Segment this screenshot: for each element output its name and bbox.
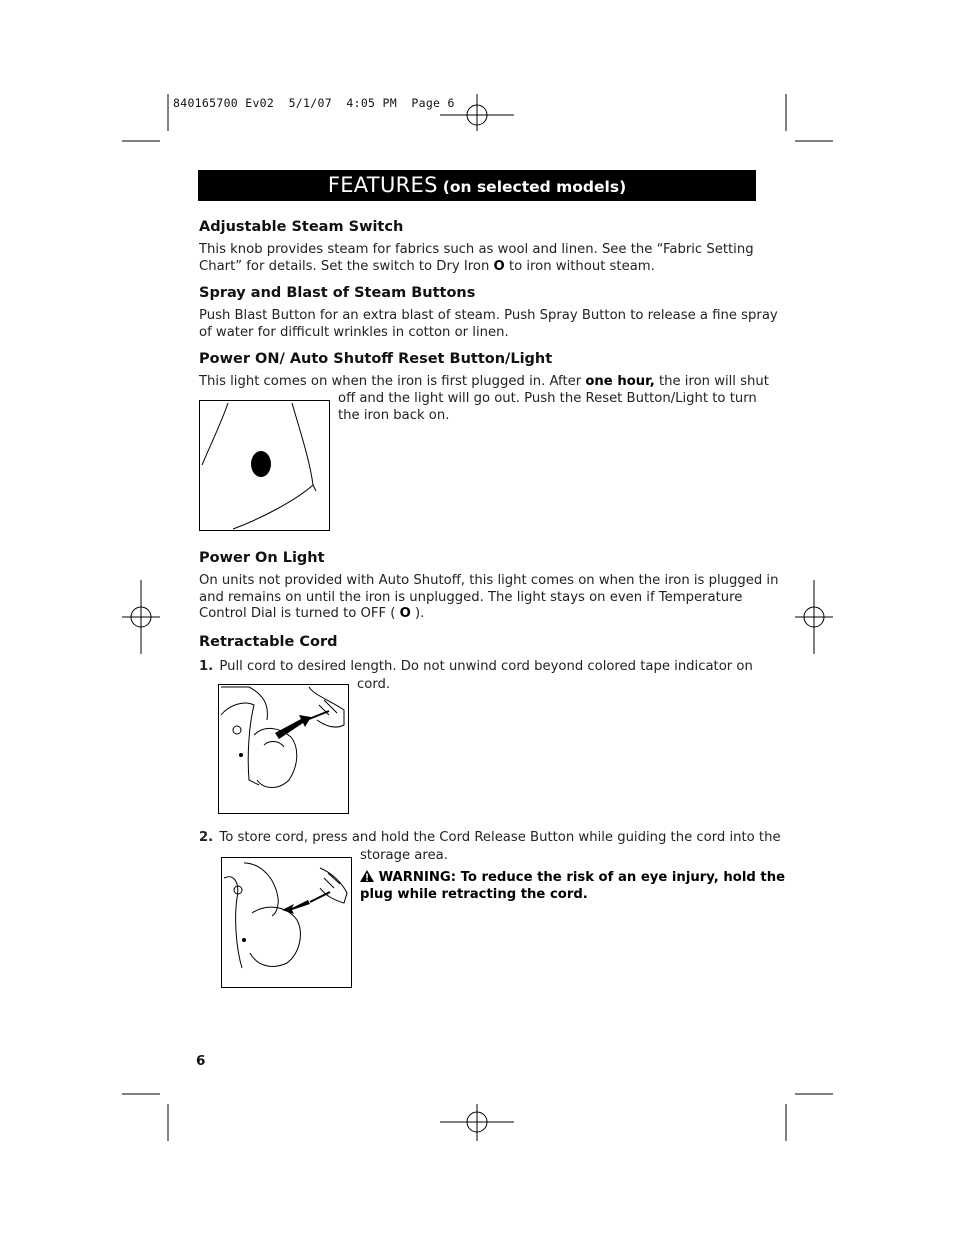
retractable-cord-heading: Retractable Cord — [199, 634, 338, 650]
cord-warning: WARNING: To reduce the risk of an eye injury, hold the plug while retracting the cord. — [360, 870, 786, 902]
reset-button-illustration — [199, 400, 330, 531]
cord-step1-line1: 1. Pull cord to desired length. Do not unwind cord beyond colored tape indicator on — [199, 659, 753, 674]
print-slug: 840165700 Ev02 5/1/07 4:05 PM Page 6 — [173, 96, 455, 110]
power-on-light-body: On units not provided with Auto Shutoff, this light comes on when the iron is plugged in and remains on until the iron is unplugged. The light stays on even if Temperature Control Dial is turned to OFF ( O ). — [199, 573, 779, 621]
banner-subtitle: (on selected models) — [442, 178, 627, 196]
power-on-light-heading: Power On Light — [199, 550, 325, 566]
pull-cord-illustration — [218, 684, 349, 814]
steam-switch-heading: Adjustable Steam Switch — [199, 219, 404, 235]
page-number: 6 — [196, 1053, 206, 1069]
power-reset-body-rest: off and the light will go out. Push the Reset Button/Light to turn the iron back on. — [338, 391, 757, 423]
registration-mark-bottom — [440, 1104, 514, 1141]
banner-title: FEATURES — [327, 173, 438, 197]
registration-mark-left — [122, 580, 160, 654]
cord-step2-line1: 2. To store cord, press and hold the Cord Release Button while guiding the cord into the — [199, 830, 781, 845]
section-banner — [198, 170, 756, 201]
power-reset-body-line1: This light comes on when the iron is first plugged in. After one hour, the iron will shut — [199, 374, 769, 389]
spray-blast-heading: Spray and Blast of Steam Buttons — [199, 285, 476, 301]
spray-blast-body: Push Blast Button for an extra blast of steam. Push Spray Button to release a fine spray of water for difficult wrinkles in cotton or linen. — [199, 308, 778, 340]
registration-mark-right — [795, 580, 833, 654]
store-cord-illustration — [221, 857, 352, 988]
cord-step2-line2: storage area. — [360, 848, 448, 863]
steam-switch-body: This knob provides steam for fabrics such as wool and linen. See the “Fabric Setting Chart” for details. Set the switch to Dry Iron O to iron without steam. — [199, 242, 754, 274]
cord-step1-line2: cord. — [357, 677, 391, 692]
power-reset-heading: Power ON/ Auto Shutoff Reset Button/Light — [199, 351, 553, 367]
warning-triangle-icon — [360, 870, 374, 882]
